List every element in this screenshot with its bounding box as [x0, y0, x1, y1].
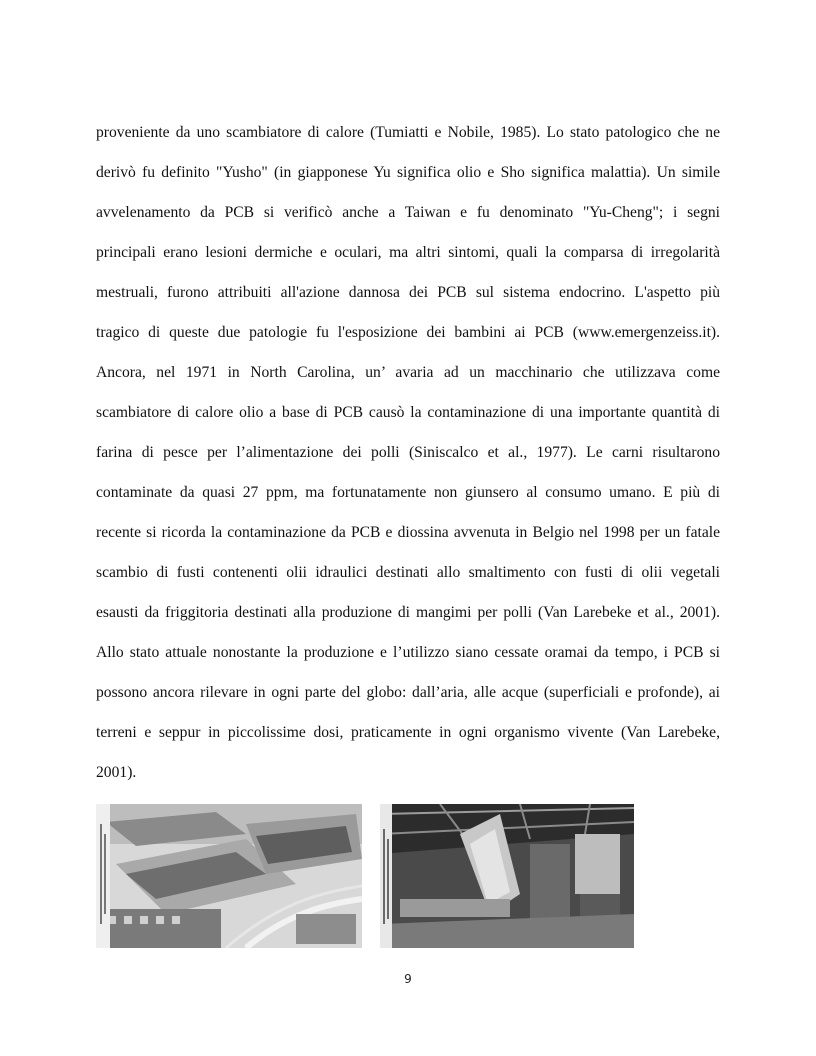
text-line: avvelenamento da PCB si verificò anche a Taiwan e fu denominato "Yu-Cheng"; i segni [96, 204, 720, 221]
factory-interior-photo-icon [380, 804, 634, 948]
body-paragraph [96, 113, 720, 793]
aerial-factory-photo-icon [96, 804, 362, 948]
text-line: proveniente da uno scambiatore di calore (Tumiatti e Nobile, 1985). Lo stato patologico che ne [96, 124, 720, 141]
text-line: Ancora, nel 1971 in North Carolina, un’ avaria ad un macchinario che utilizzava come [96, 364, 720, 381]
text-line: principali erano lesioni dermiche e oculari, ma altri sintomi, quali la comparsa di irregolarità [96, 244, 720, 261]
text-line: esausti da friggitoria destinati alla produzione di mangimi per polli (Van Larebeke et al., 2001). [96, 604, 720, 621]
text-line: recente si ricorda la contaminazione da PCB e diossina avvenuta in Belgio nel 1998 per un fatale [96, 524, 720, 541]
text-line: 2001). [96, 764, 137, 781]
text-line: tragico di queste due patologie fu l'esposizione dei bambini ai PCB (www.emergenzeiss.it). [96, 324, 720, 341]
factory-interior-photo [380, 804, 634, 948]
text-line: Allo stato attuale nonostante la produzione e l’utilizzo siano cessate oramai da tempo, i PCB si [96, 644, 720, 661]
text-line: contaminate da quasi 27 ppm, ma fortunatamente non giunsero al consumo umano. E più di [96, 484, 720, 501]
text-line: mestruali, furono attribuiti all'azione dannosa dei PCB sul sistema endocrino. L'aspetto più [96, 284, 720, 301]
text-line: terreni e seppur in piccolissime dosi, praticamente in ogni organismo vivente (Van Larebeke, [96, 724, 720, 741]
text-line: farina di pesce per l’alimentazione dei polli (Siniscalco et al., 1977). Le carni risultarono [96, 444, 720, 461]
page-number: 9 [404, 972, 412, 986]
text-line: scambio di fusti contenenti olii idraulici destinati allo smaltimento con fusti di olii vegetali [96, 564, 720, 581]
text-line: possono ancora rilevare in ogni parte del globo: dall’aria, alle acque (superficiali e profonde), ai [96, 684, 720, 701]
text-line: scambiatore di calore olio a base di PCB causò la contaminazione di una importante quantità di [96, 404, 720, 421]
aerial-factory-photo [96, 804, 362, 948]
text-line: derivò fu definito "Yusho" (in giapponese Yu significa olio e Sho significa malattia). Un simile [96, 164, 720, 181]
figure-row [96, 804, 634, 948]
